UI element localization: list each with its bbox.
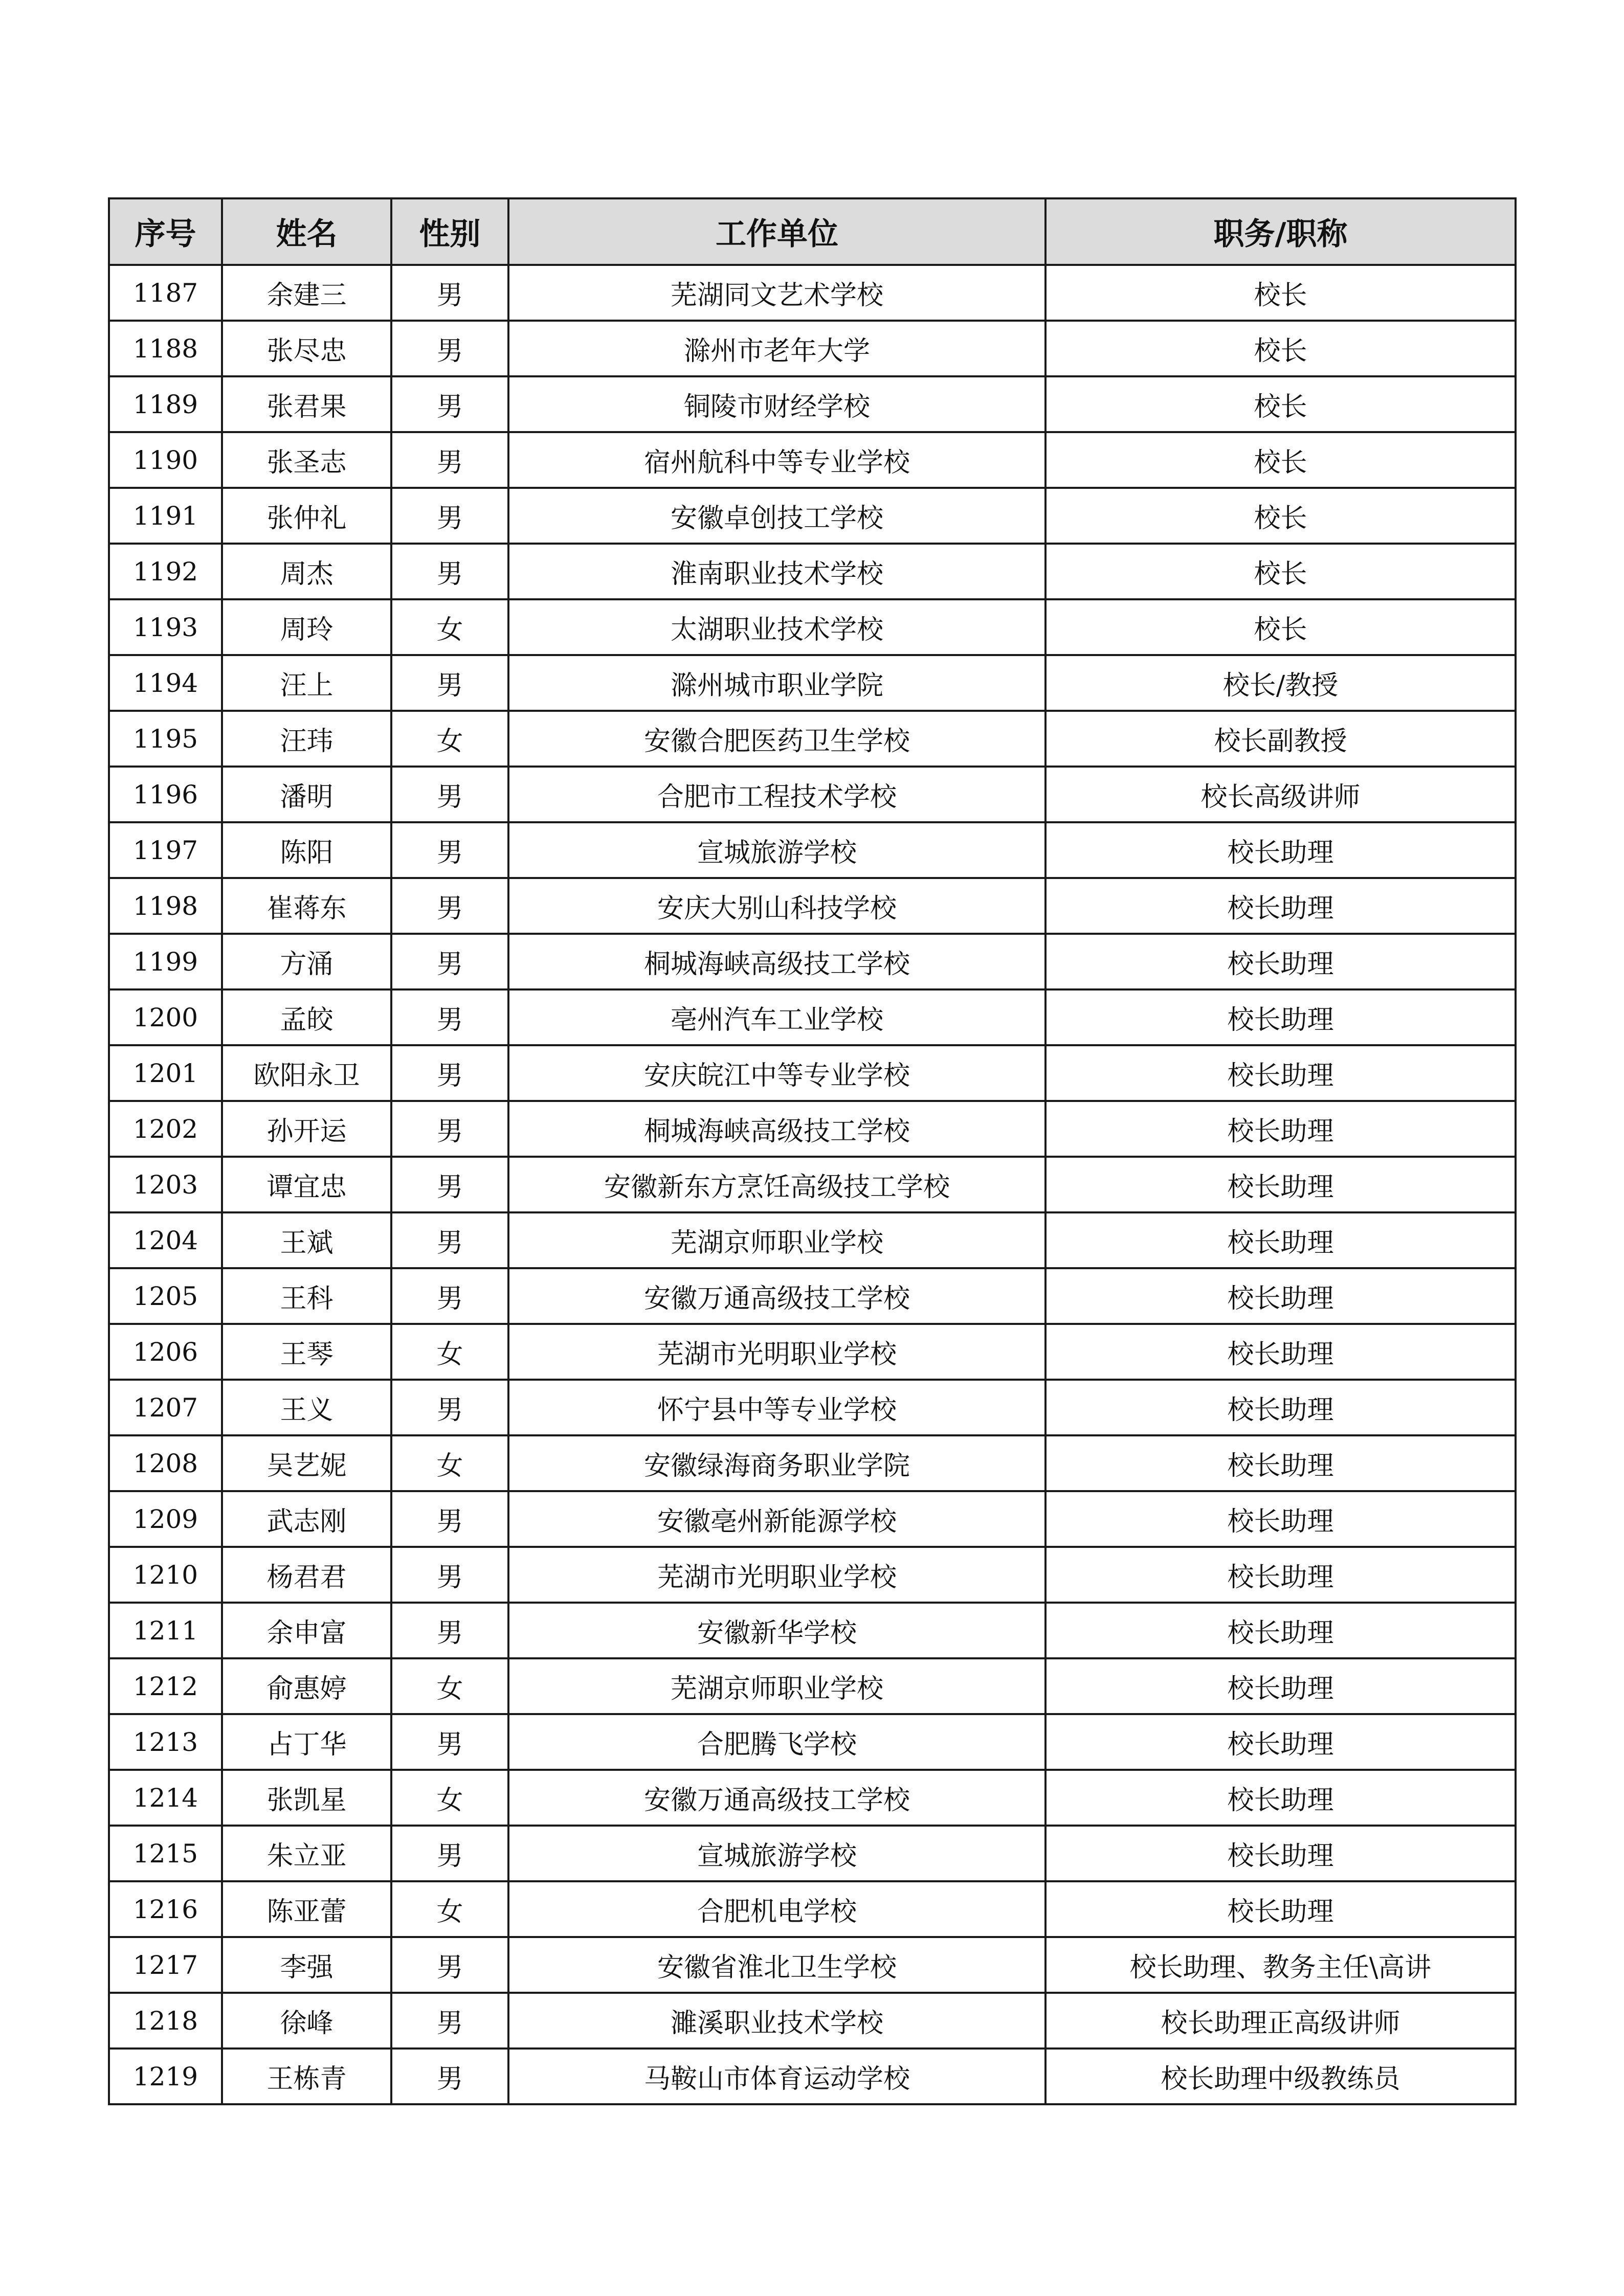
cell-gender: 女 [391, 599, 508, 655]
table-row [109, 1435, 1516, 1491]
cell-org: 合肥市工程技术学校 [508, 767, 1045, 822]
cell-name: 张仲礼 [222, 488, 391, 544]
cell-org: 亳州汽车工业学校 [508, 989, 1045, 1045]
cell-org: 淮南职业技术学校 [508, 544, 1045, 599]
cell-gender: 男 [391, 934, 508, 989]
cell-gender: 女 [391, 711, 508, 767]
cell-gender: 男 [391, 1268, 508, 1324]
cell-name: 欧阳永卫 [222, 1045, 391, 1101]
cell-org: 怀宁县中等专业学校 [508, 1380, 1045, 1435]
cell-name: 李强 [222, 1937, 391, 1993]
cell-gender: 男 [391, 1101, 508, 1157]
cell-name: 朱立亚 [222, 1826, 391, 1881]
cell-org: 安徽万通高级技工学校 [508, 1770, 1045, 1826]
cell-org: 芜湖京师职业学校 [508, 1212, 1045, 1268]
cell-gender: 男 [391, 488, 508, 544]
cell-gender: 男 [391, 1045, 508, 1101]
cell-index: 1205 [109, 1268, 222, 1324]
cell-title: 校长副教授 [1045, 711, 1516, 767]
cell-index: 1193 [109, 599, 222, 655]
cell-title: 校长助理 [1045, 1380, 1516, 1435]
cell-index: 1197 [109, 822, 222, 878]
table-row [109, 1881, 1516, 1937]
cell-org: 芜湖市光明职业学校 [508, 1547, 1045, 1603]
cell-index: 1195 [109, 711, 222, 767]
cell-title: 校长助理 [1045, 1045, 1516, 1101]
cell-index: 1188 [109, 321, 222, 376]
cell-name: 武志刚 [222, 1491, 391, 1547]
cell-index: 1206 [109, 1324, 222, 1380]
cell-gender: 女 [391, 1435, 508, 1491]
table-row [109, 488, 1516, 544]
cell-index: 1207 [109, 1380, 222, 1435]
table-row [109, 878, 1516, 934]
cell-title: 校长助理 [1045, 1101, 1516, 1157]
table-row [109, 1603, 1516, 1658]
cell-gender: 男 [391, 1937, 508, 1993]
table-row [109, 934, 1516, 989]
cell-org: 宣城旅游学校 [508, 822, 1045, 878]
cell-title: 校长 [1045, 376, 1516, 432]
table-row [109, 599, 1516, 655]
cell-name: 崔蒋东 [222, 878, 391, 934]
cell-gender: 男 [391, 2049, 508, 2104]
cell-index: 1208 [109, 1435, 222, 1491]
cell-title: 校长助理 [1045, 822, 1516, 878]
table-row [109, 989, 1516, 1045]
cell-org: 宿州航科中等专业学校 [508, 432, 1045, 488]
cell-gender: 男 [391, 767, 508, 822]
cell-title: 校长助理 [1045, 1324, 1516, 1380]
cell-gender: 男 [391, 1157, 508, 1212]
cell-title: 校长高级讲师 [1045, 767, 1516, 822]
header-row [109, 198, 1516, 265]
cell-title: 校长 [1045, 599, 1516, 655]
table-row [109, 1101, 1516, 1157]
header-gender: 性别 [391, 198, 508, 265]
table-row [109, 544, 1516, 599]
cell-name: 王科 [222, 1268, 391, 1324]
cell-name: 杨君君 [222, 1547, 391, 1603]
cell-gender: 男 [391, 544, 508, 599]
cell-org: 铜陵市财经学校 [508, 376, 1045, 432]
cell-title: 校长助理、教务主任\高讲 [1045, 1937, 1516, 1993]
table-row [109, 711, 1516, 767]
cell-org: 桐城海峡高级技工学校 [508, 934, 1045, 989]
cell-org: 安徽合肥医药卫生学校 [508, 711, 1045, 767]
cell-title: 校长助理 [1045, 1714, 1516, 1770]
cell-org: 安徽万通高级技工学校 [508, 1268, 1045, 1324]
cell-name: 张凯星 [222, 1770, 391, 1826]
cell-name: 汪玮 [222, 711, 391, 767]
cell-gender: 男 [391, 1603, 508, 1658]
table-row [109, 1380, 1516, 1435]
table-row [109, 1212, 1516, 1268]
cell-org: 安庆皖江中等专业学校 [508, 1045, 1045, 1101]
cell-org: 滁州市老年大学 [508, 321, 1045, 376]
cell-org: 安徽新东方烹饪高级技工学校 [508, 1157, 1045, 1212]
cell-name: 周玲 [222, 599, 391, 655]
cell-gender: 男 [391, 1826, 508, 1881]
cell-gender: 男 [391, 878, 508, 934]
cell-title: 校长 [1045, 544, 1516, 599]
cell-index: 1189 [109, 376, 222, 432]
cell-title: 校长助理 [1045, 1435, 1516, 1491]
cell-title: 校长助理 [1045, 934, 1516, 989]
cell-org: 滁州城市职业学院 [508, 655, 1045, 711]
cell-name: 陈阳 [222, 822, 391, 878]
cell-name: 余申富 [222, 1603, 391, 1658]
cell-org: 芜湖市光明职业学校 [508, 1324, 1045, 1380]
cell-org: 芜湖同文艺术学校 [508, 265, 1045, 321]
cell-name: 张尽忠 [222, 321, 391, 376]
cell-name: 占丁华 [222, 1714, 391, 1770]
cell-name: 王栋青 [222, 2049, 391, 2104]
cell-title: 校长助理 [1045, 1881, 1516, 1937]
cell-gender: 女 [391, 1324, 508, 1380]
cell-org: 合肥腾飞学校 [508, 1714, 1045, 1770]
cell-index: 1218 [109, 1993, 222, 2049]
cell-index: 1196 [109, 767, 222, 822]
cell-gender: 女 [391, 1658, 508, 1714]
cell-org: 合肥机电学校 [508, 1881, 1045, 1937]
cell-title: 校长助理 [1045, 1491, 1516, 1547]
cell-index: 1210 [109, 1547, 222, 1603]
cell-gender: 男 [391, 822, 508, 878]
cell-index: 1212 [109, 1658, 222, 1714]
header-org: 工作单位 [508, 198, 1045, 265]
cell-org: 安徽卓创技工学校 [508, 488, 1045, 544]
table-row [109, 1491, 1516, 1547]
cell-gender: 男 [391, 1491, 508, 1547]
table-row [109, 1157, 1516, 1212]
cell-gender: 男 [391, 989, 508, 1045]
cell-name: 俞惠婷 [222, 1658, 391, 1714]
table-row [109, 655, 1516, 711]
cell-name: 王琴 [222, 1324, 391, 1380]
cell-title: 校长助理中级教练员 [1045, 2049, 1516, 2104]
cell-name: 周杰 [222, 544, 391, 599]
cell-gender: 男 [391, 432, 508, 488]
table-row [109, 265, 1516, 321]
cell-gender: 男 [391, 1714, 508, 1770]
table-row [109, 1268, 1516, 1324]
table-row [109, 822, 1516, 878]
table-row [109, 432, 1516, 488]
cell-gender: 女 [391, 1881, 508, 1937]
cell-gender: 男 [391, 321, 508, 376]
cell-gender: 男 [391, 1993, 508, 2049]
cell-index: 1209 [109, 1491, 222, 1547]
cell-index: 1190 [109, 432, 222, 488]
table-row [109, 321, 1516, 376]
table-body [109, 265, 1516, 2104]
cell-gender: 男 [391, 376, 508, 432]
cell-title: 校长助理 [1045, 1212, 1516, 1268]
cell-title: 校长助理 [1045, 1268, 1516, 1324]
table-row [109, 1045, 1516, 1101]
table-row [109, 1770, 1516, 1826]
cell-gender: 男 [391, 1212, 508, 1268]
cell-index: 1192 [109, 544, 222, 599]
cell-index: 1202 [109, 1101, 222, 1157]
cell-org: 安徽亳州新能源学校 [508, 1491, 1045, 1547]
cell-title: 校长助理 [1045, 1157, 1516, 1212]
table-row [109, 2049, 1516, 2104]
cell-index: 1203 [109, 1157, 222, 1212]
cell-gender: 男 [391, 1547, 508, 1603]
table-row [109, 767, 1516, 822]
cell-title: 校长助理正高级讲师 [1045, 1993, 1516, 2049]
cell-name: 王斌 [222, 1212, 391, 1268]
table-row [109, 1937, 1516, 1993]
cell-org: 安徽绿海商务职业学院 [508, 1435, 1045, 1491]
cell-org: 芜湖京师职业学校 [508, 1658, 1045, 1714]
cell-title: 校长 [1045, 265, 1516, 321]
cell-title: 校长 [1045, 321, 1516, 376]
cell-name: 吴艺妮 [222, 1435, 391, 1491]
cell-org: 马鞍山市体育运动学校 [508, 2049, 1045, 2104]
cell-index: 1191 [109, 488, 222, 544]
cell-gender: 男 [391, 655, 508, 711]
cell-name: 汪上 [222, 655, 391, 711]
cell-name: 王义 [222, 1380, 391, 1435]
cell-org: 安徽省淮北卫生学校 [508, 1937, 1045, 1993]
cell-gender: 男 [391, 1380, 508, 1435]
table-row [109, 376, 1516, 432]
cell-name: 陈亚蕾 [222, 1881, 391, 1937]
cell-gender: 女 [391, 1770, 508, 1826]
table-row [109, 1547, 1516, 1603]
table-row [109, 1658, 1516, 1714]
table-row [109, 1324, 1516, 1380]
cell-index: 1201 [109, 1045, 222, 1101]
table-row [109, 1826, 1516, 1881]
cell-index: 1187 [109, 265, 222, 321]
cell-name: 孙开运 [222, 1101, 391, 1157]
table-header [109, 198, 1516, 265]
cell-index: 1215 [109, 1826, 222, 1881]
header-title: 职务/职称 [1045, 198, 1516, 265]
cell-title: 校长助理 [1045, 989, 1516, 1045]
cell-title: 校长/教授 [1045, 655, 1516, 711]
cell-title: 校长 [1045, 432, 1516, 488]
cell-name: 孟皎 [222, 989, 391, 1045]
cell-title: 校长助理 [1045, 1547, 1516, 1603]
cell-name: 张君果 [222, 376, 391, 432]
cell-index: 1216 [109, 1881, 222, 1937]
cell-name: 谭宜忠 [222, 1157, 391, 1212]
cell-org: 太湖职业技术学校 [508, 599, 1045, 655]
staff-table [108, 197, 1517, 2105]
cell-org: 安庆大别山科技学校 [508, 878, 1045, 934]
cell-name: 余建三 [222, 265, 391, 321]
cell-title: 校长助理 [1045, 878, 1516, 934]
cell-title: 校长助理 [1045, 1603, 1516, 1658]
cell-title: 校长助理 [1045, 1770, 1516, 1826]
table-row [109, 1993, 1516, 2049]
cell-index: 1204 [109, 1212, 222, 1268]
cell-index: 1194 [109, 655, 222, 711]
cell-org: 桐城海峡高级技工学校 [508, 1101, 1045, 1157]
cell-org: 宣城旅游学校 [508, 1826, 1045, 1881]
cell-index: 1199 [109, 934, 222, 989]
cell-gender: 男 [391, 265, 508, 321]
header-name: 姓名 [222, 198, 391, 265]
cell-org: 安徽新华学校 [508, 1603, 1045, 1658]
cell-index: 1211 [109, 1603, 222, 1658]
cell-index: 1219 [109, 2049, 222, 2104]
cell-index: 1198 [109, 878, 222, 934]
table-row [109, 1714, 1516, 1770]
cell-index: 1200 [109, 989, 222, 1045]
cell-title: 校长助理 [1045, 1826, 1516, 1881]
cell-org: 濉溪职业技术学校 [508, 1993, 1045, 2049]
cell-name: 张圣志 [222, 432, 391, 488]
cell-title: 校长 [1045, 488, 1516, 544]
cell-title: 校长助理 [1045, 1658, 1516, 1714]
cell-name: 潘明 [222, 767, 391, 822]
cell-name: 方涌 [222, 934, 391, 989]
cell-index: 1213 [109, 1714, 222, 1770]
header-index: 序号 [109, 198, 222, 265]
cell-name: 徐峰 [222, 1993, 391, 2049]
cell-index: 1214 [109, 1770, 222, 1826]
cell-index: 1217 [109, 1937, 222, 1993]
